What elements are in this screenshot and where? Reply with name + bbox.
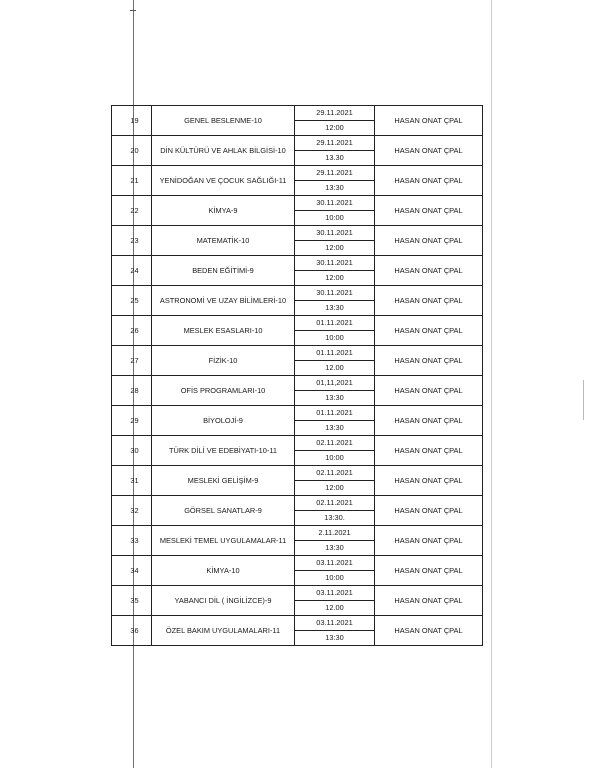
row-number: 28 (112, 376, 152, 406)
exam-date: 29.11.2021 (295, 136, 375, 151)
exam-time: 13:30 (295, 301, 375, 316)
row-number: 24 (112, 256, 152, 286)
row-number: 25 (112, 286, 152, 316)
teacher-name: HASAN ONAT ÇPAL (375, 556, 483, 586)
subject-name: OFİS PROGRAMLARI-10 (152, 376, 295, 406)
table-row (112, 226, 483, 241)
teacher-name: HASAN ONAT ÇPAL (375, 316, 483, 346)
teacher-name: HASAN ONAT ÇPAL (375, 286, 483, 316)
exam-date: 02.11.2021 (295, 496, 375, 511)
exam-date: 29.11.2021 (295, 106, 375, 121)
subject-name: MESLEK ESASLARI-10 (152, 316, 295, 346)
exam-time: 10:00 (295, 331, 375, 346)
row-number: 29 (112, 406, 152, 436)
teacher-name: HASAN ONAT ÇPAL (375, 466, 483, 496)
exam-date: 01.11.2021 (295, 316, 375, 331)
exam-schedule-table (111, 105, 483, 646)
subject-name: MESLEKİ GELİŞİM-9 (152, 466, 295, 496)
subject-name: BEDEN EĞİTİMİ-9 (152, 256, 295, 286)
row-number: 31 (112, 466, 152, 496)
subject-name: DİN KÜLTÜRÜ VE AHLAK BİLGİSİ-10 (152, 136, 295, 166)
exam-time: 13:30 (295, 541, 375, 556)
exam-date: 01.11.2021 (295, 346, 375, 361)
table-row (112, 316, 483, 331)
exam-time: 10:00 (295, 211, 375, 226)
table-row (112, 106, 483, 121)
exam-date: 30.11.2021 (295, 226, 375, 241)
exam-date: 30.11.2021 (295, 196, 375, 211)
exam-schedule-body (112, 106, 483, 646)
table-row (112, 376, 483, 391)
subject-name: KİMYA-9 (152, 196, 295, 226)
exam-date: 02.11.2021 (295, 466, 375, 481)
row-number: 32 (112, 496, 152, 526)
table-row (112, 436, 483, 451)
subject-name: YABANCI DİL ( İNGİLİZCE)-9 (152, 586, 295, 616)
subject-name: FİZİK-10 (152, 346, 295, 376)
scan-margin-tick (130, 10, 136, 11)
exam-time: 12.00 (295, 601, 375, 616)
teacher-name: HASAN ONAT ÇPAL (375, 346, 483, 376)
table-row (112, 136, 483, 151)
row-number: 26 (112, 316, 152, 346)
teacher-name: HASAN ONAT ÇPAL (375, 586, 483, 616)
table-row (112, 406, 483, 421)
row-number: 19 (112, 106, 152, 136)
row-number: 20 (112, 136, 152, 166)
exam-time: 12:00 (295, 121, 375, 136)
row-number: 33 (112, 526, 152, 556)
subject-name: ASTRONOMİ VE UZAY BİLİMLERİ-10 (152, 286, 295, 316)
scan-right-line (491, 0, 492, 768)
subject-name: KİMYA-10 (152, 556, 295, 586)
subject-name: MESLEKİ TEMEL UYGULAMALAR-11 (152, 526, 295, 556)
exam-time: 13:30 (295, 181, 375, 196)
exam-time: 13:30 (295, 421, 375, 436)
exam-date: 30.11.2021 (295, 286, 375, 301)
subject-name: BİYOLOJİ-9 (152, 406, 295, 436)
subject-name: GENEL BESLENME-10 (152, 106, 295, 136)
exam-time: 10:00 (295, 451, 375, 466)
exam-date: 03.11.2021 (295, 556, 375, 571)
table-row (112, 256, 483, 271)
subject-name: GÖRSEL SANATLAR-9 (152, 496, 295, 526)
exam-date: 02.11.2021 (295, 436, 375, 451)
teacher-name: HASAN ONAT ÇPAL (375, 436, 483, 466)
table-row (112, 556, 483, 571)
exam-date: 03.11.2021 (295, 586, 375, 601)
exam-time: 12:00 (295, 481, 375, 496)
teacher-name: HASAN ONAT ÇPAL (375, 226, 483, 256)
exam-time: 12.00 (295, 361, 375, 376)
scan-edge-mark (583, 380, 584, 420)
subject-name: MATEMATİK-10 (152, 226, 295, 256)
subject-name: ÖZEL BAKIM UYGULAMALARI-11 (152, 616, 295, 646)
exam-time: 13:30. (295, 511, 375, 526)
teacher-name: HASAN ONAT ÇPAL (375, 106, 483, 136)
table-row (112, 526, 483, 541)
table-row (112, 346, 483, 361)
row-number: 36 (112, 616, 152, 646)
table-row (112, 286, 483, 301)
table-row (112, 616, 483, 631)
teacher-name: HASAN ONAT ÇPAL (375, 136, 483, 166)
table-row (112, 466, 483, 481)
row-number: 21 (112, 166, 152, 196)
row-number: 22 (112, 196, 152, 226)
teacher-name: HASAN ONAT ÇPAL (375, 196, 483, 226)
teacher-name: HASAN ONAT ÇPAL (375, 376, 483, 406)
subject-name: TÜRK DİLİ VE EDEBİYATI-10-11 (152, 436, 295, 466)
table-row (112, 196, 483, 211)
exam-date: 2.11.2021 (295, 526, 375, 541)
teacher-name: HASAN ONAT ÇPAL (375, 406, 483, 436)
exam-date: 01.11.2021 (295, 406, 375, 421)
row-number: 34 (112, 556, 152, 586)
exam-time: 13.30 (295, 151, 375, 166)
exam-date: 03.11.2021 (295, 616, 375, 631)
exam-time: 12:00 (295, 241, 375, 256)
row-number: 30 (112, 436, 152, 466)
exam-date: 30.11.2021 (295, 256, 375, 271)
teacher-name: HASAN ONAT ÇPAL (375, 526, 483, 556)
exam-date: 29.11.2021 (295, 166, 375, 181)
row-number: 23 (112, 226, 152, 256)
exam-date: 01,11,2021 (295, 376, 375, 391)
table-row (112, 496, 483, 511)
row-number: 27 (112, 346, 152, 376)
subject-name: YENİDOĞAN VE ÇOCUK SAĞLIĞI-11 (152, 166, 295, 196)
table-row (112, 166, 483, 181)
teacher-name: HASAN ONAT ÇPAL (375, 496, 483, 526)
row-number: 35 (112, 586, 152, 616)
teacher-name: HASAN ONAT ÇPAL (375, 616, 483, 646)
teacher-name: HASAN ONAT ÇPAL (375, 166, 483, 196)
exam-time: 13:30 (295, 391, 375, 406)
exam-time: 10:00 (295, 571, 375, 586)
table-row (112, 586, 483, 601)
teacher-name: HASAN ONAT ÇPAL (375, 256, 483, 286)
exam-time: 12:00 (295, 271, 375, 286)
exam-time: 13:30 (295, 631, 375, 646)
